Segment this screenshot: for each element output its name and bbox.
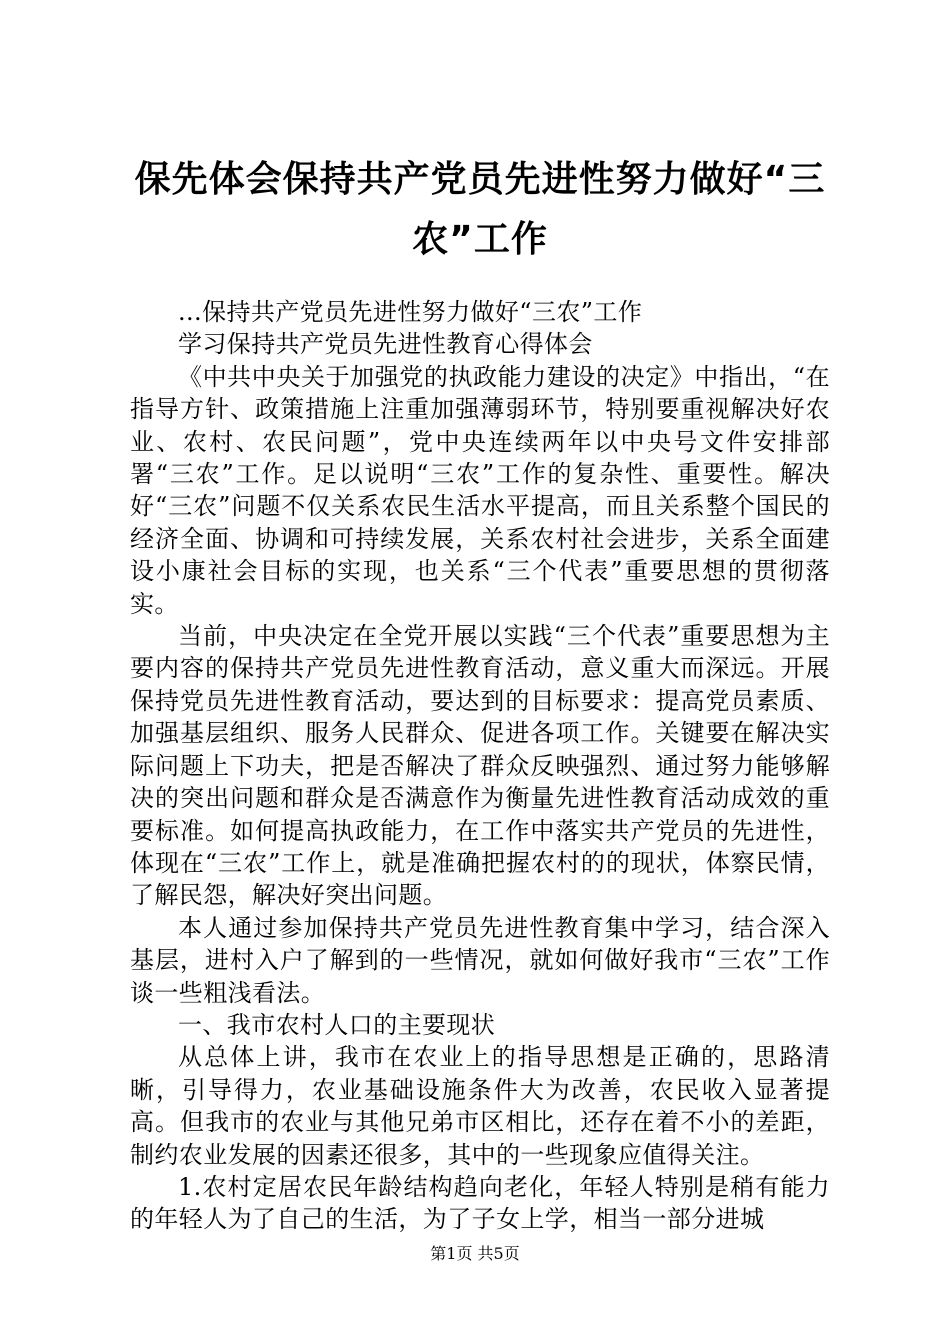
paragraph: ...保持共产党员先进性努力做好“三农”工作 (178, 298, 643, 326)
section-heading: 一、我市农村人口的主要现状 (178, 1010, 496, 1039)
document-title: 保先体会保持共产党员先进性努力做好“三农”工作 (134, 159, 826, 260)
document-body (130, 296, 830, 1236)
paragraph: 1.农村定居农民年龄结构趋向老化，年轻人特别是稍有能力的年轻人为了自己的生活，为了子女上学，相当一部分进城 (130, 1172, 830, 1234)
paragraph: 当前，中央决定在全党开展以实践“三个代表”重要思想为主要内容的保持共产党员先进性教育活动，意义重大而深远。开展保持党员先进性教育活动，要达到的目标要求：提高党员素质、加强基层组织、服务人民群众、促进各项工作。关键要在解决实际问题上下功夫，把是否解决了群众反映强烈、通过努力能够解决的突出问题和群众是否满意作为衡量先进性教育活动成效的重要标准。如何提高执政能力，在工作中落实共产党员的先进性，体现在“三农”工作上，就是准确把握农村的的现状，体察民情，了解民怨，解决好突出问题。 (130, 622, 830, 910)
paragraph: 本人通过参加保持共产党员先进性教育集中学习，结合深入基层，进村入户了解到的一些情况，就如何做好我市“三农”工作谈一些粗浅看法。 (130, 913, 830, 1007)
paragraph: 《中共中央关于加强党的执政能力建设的决定》中指出，“在指导方针、政策措施上注重加强薄弱环节，特别要重视解决好农业、农村、农民问题”，党中央连续两年以中央号文件安排部署“三农”工作。足以说明“三农”工作的复杂性、重要性。解决好“三农”问题不仅关系农民生活水平提高，而且关系整个国民的经济全面、协调和可持续发展，关系农村社会进步，关系全面建设小康社会目标的实现，也关系“三个代表”重要思想的贯彻落实。 (130, 362, 830, 618)
paragraph: 从总体上讲，我市在农业上的指导思想是正确的，思路清晰，引导得力，农业基础设施条件大为改善，农民收入显著提高。但我市的农业与其他兄弟市区相比，还存在着不小的差距，制约农业发展的因素还很多，其中的一些现象应值得关注。 (130, 1043, 830, 1169)
paragraph: 学习保持共产党员先进性教育心得体会 (178, 330, 593, 359)
page-footer: 第1页 共5页 (430, 1244, 520, 1263)
